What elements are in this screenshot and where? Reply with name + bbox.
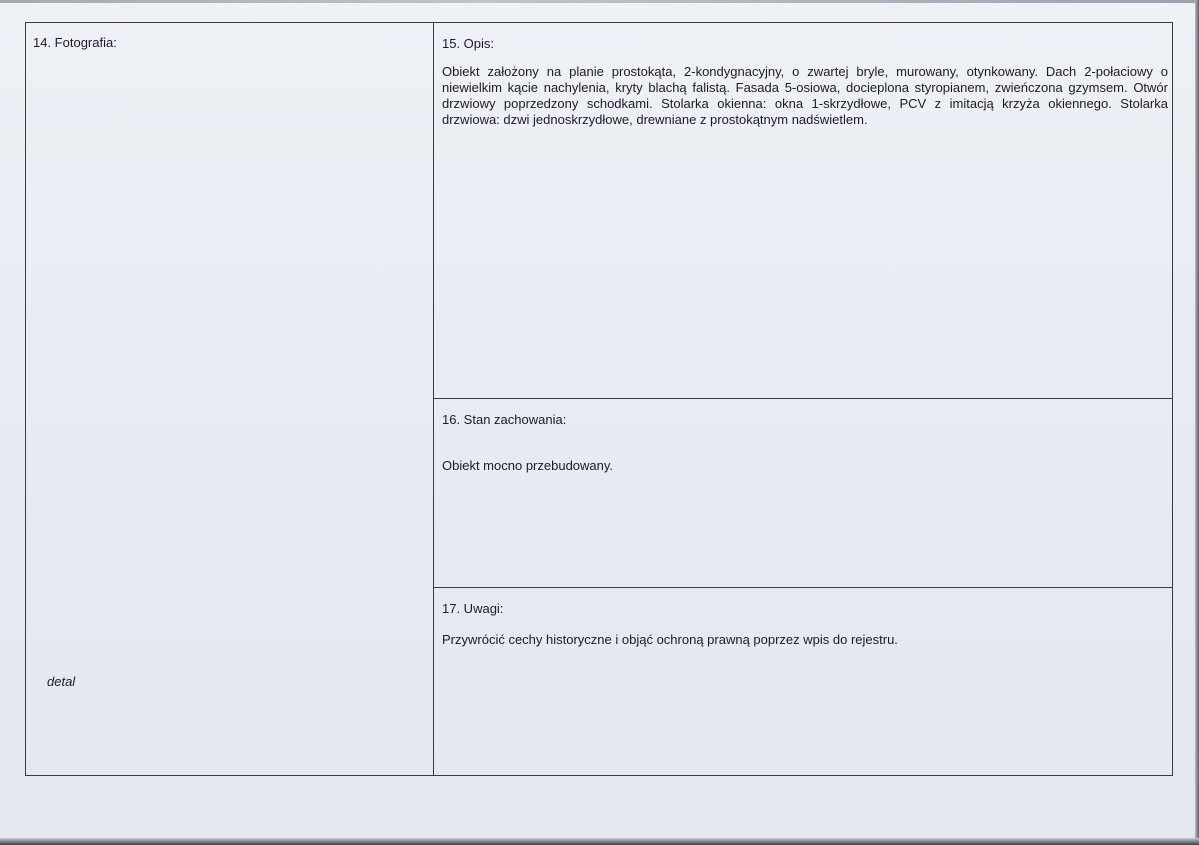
remarks-text: Przywrócić cechy historyczne i objąć ochroną prawną poprzez wpis do rejestru. — [442, 632, 898, 647]
scan-edge-top — [0, 0, 1199, 3]
scan-edge-right — [1195, 0, 1199, 845]
condition-text: Obiekt mocno przebudowany. — [442, 458, 614, 473]
photo-caption: detal — [47, 674, 76, 689]
photo-section — [26, 23, 434, 775]
photo-section-label: 14. Fotografia: — [33, 35, 117, 50]
record-form-table — [25, 22, 1173, 776]
condition-label: 16. Stan zachowania: — [442, 412, 567, 427]
remarks-label: 17. Uwagi: — [442, 601, 504, 616]
scan-edge-bottom — [0, 838, 1199, 845]
description-text: Obiekt założony na planie prostokąta, 2-kondygnacyjny, o zwartej bryle, murowany, otynkowany. Dach 2-połaciowy o niewielkim kącie nachylenia, kryty blachą falistą. Fasada 5-osiowa, docieplona styropianem, zwieńczona gzymsem. Otwór drzwiowy poprzedzony schodkami. Stolarka okienna: okna 1-skrzydłowe, PCV z imitacją krzyża okiennego. Stolarka drzwiowa: dzwi jednoskrzydłowe, drewniane z prostokątnym nadświetlem. — [442, 64, 1168, 127]
right-column — [434, 23, 1172, 775]
description-section — [434, 23, 1172, 399]
remarks-section — [434, 588, 1172, 775]
condition-section — [434, 399, 1172, 588]
description-label: 15. Opis: — [442, 36, 495, 51]
